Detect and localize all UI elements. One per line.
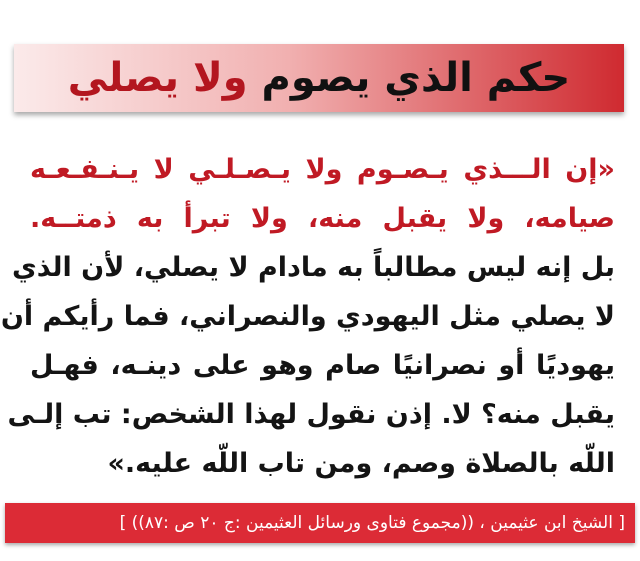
title-part-highlight: ولا يصلي	[67, 55, 248, 101]
quote-line-7: اللّه بالصلاة وصم، ومن تاب اللّه عليه.»	[107, 448, 615, 479]
quote-line-3: بل إنه ليس مطالباً به مادام لا يصلي، لأن الذي	[12, 252, 615, 283]
quote-line-1: «إن الـــذي يـصـوم ولا يـصـلـي لا يـنـفـعـه	[30, 154, 615, 185]
title-part-main: حكم الذي يصوم	[261, 55, 571, 101]
quote-text	[0, 145, 615, 488]
quote-line-4: لا يصلي مثل اليهودي والنصراني، فما رأيكم أن	[0, 301, 615, 332]
quote-line-6: يقبل منه؟ لا. إذن نقول لهذا الشخص: تب إلـى	[7, 399, 615, 430]
citation-text: [ الشيخ ابن عثيمين ، ((مجموع فتاوى ورسائل العثيمين :ج ٢٠ ص :٨٧)) ]	[119, 513, 625, 533]
quote-line-5: يهوديًا أو نصرانيًا صام وهو على دينـه، فهـل	[30, 350, 615, 381]
quote-line-2: صيامه، ولا يقبل منه، ولا تبرأ به ذمتــه.	[30, 203, 615, 234]
page-title	[14, 44, 624, 112]
